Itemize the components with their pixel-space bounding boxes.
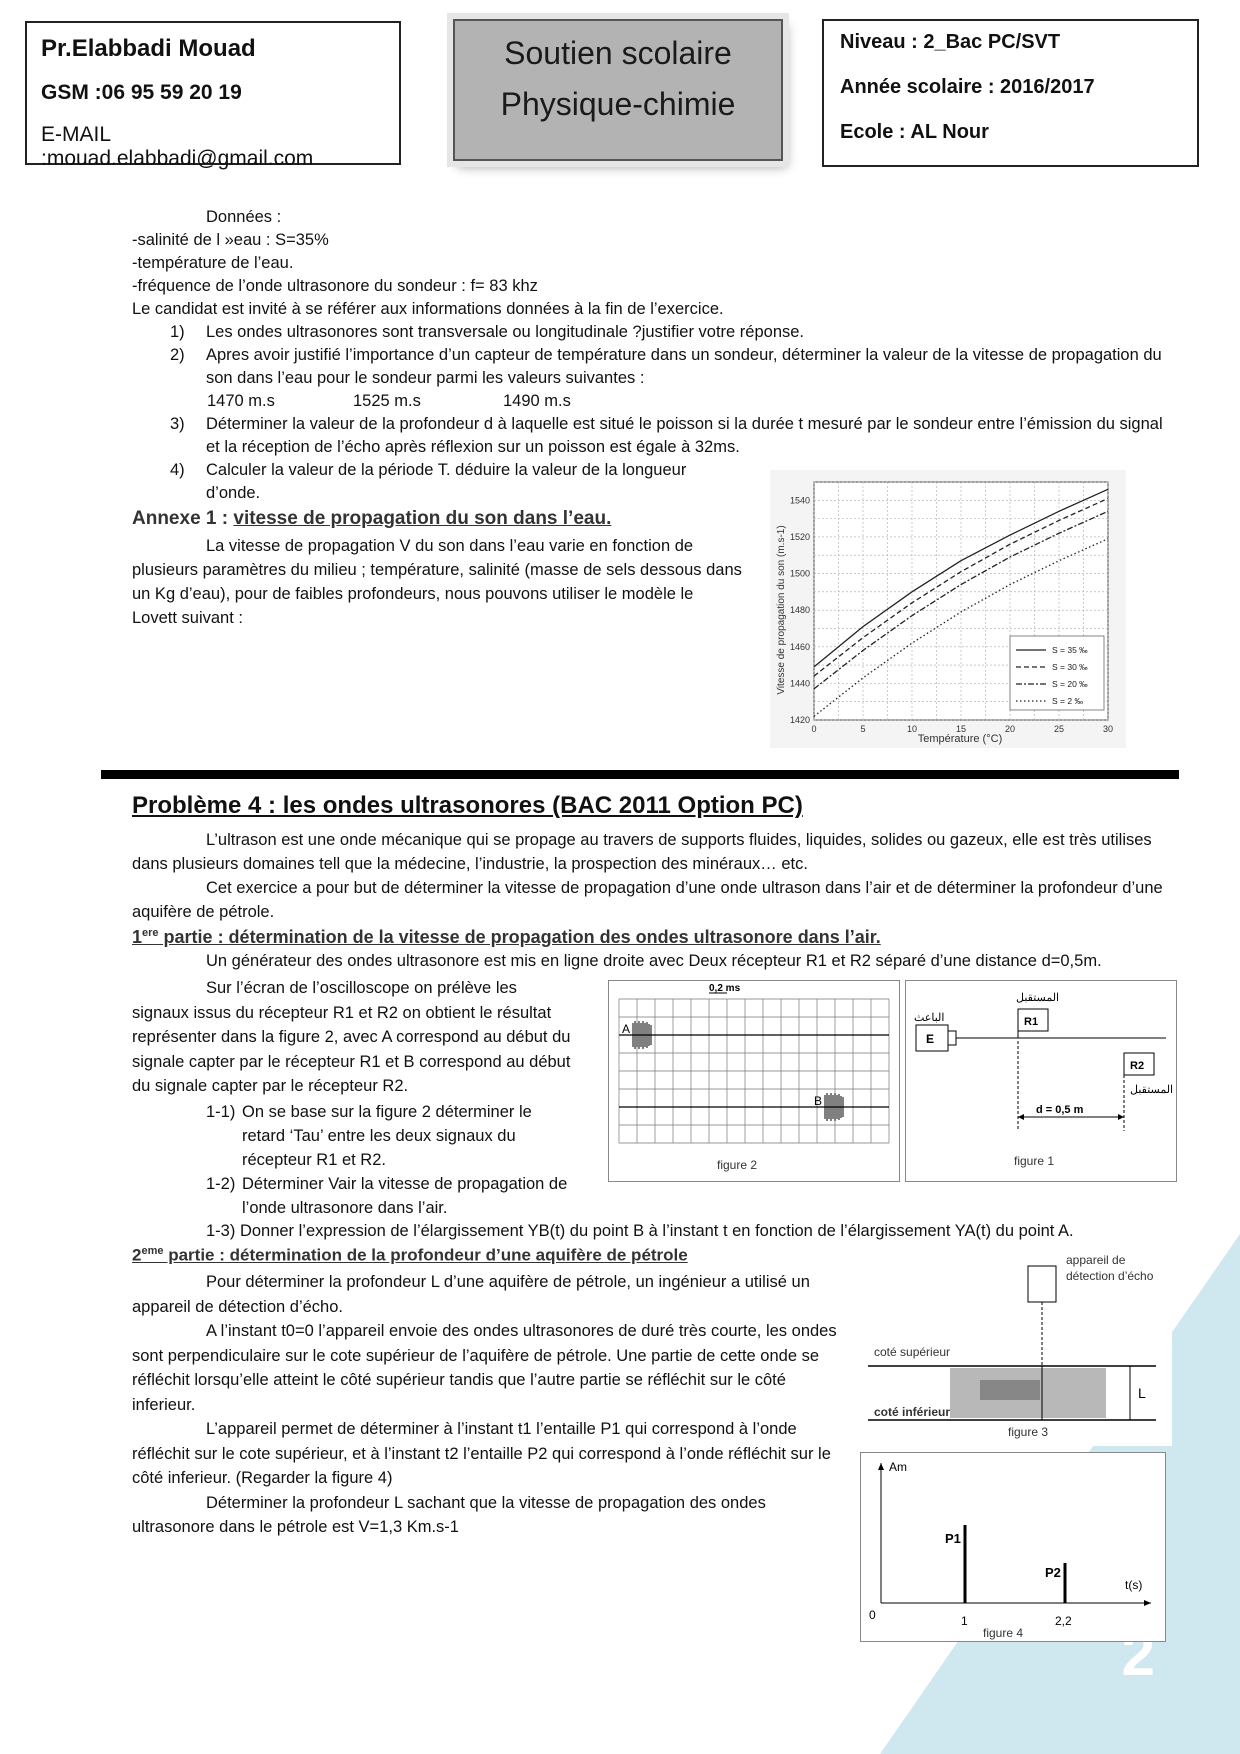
x-tick-label: 0 bbox=[811, 724, 817, 734]
x-tick-label: 10 bbox=[906, 724, 918, 734]
author-email: E-MAIL :mouad.elabbadi@gmail.com bbox=[41, 123, 314, 170]
p2-label: P2 bbox=[1045, 1565, 1061, 1580]
top-side-label: coté supérieur bbox=[874, 1345, 951, 1359]
t1-label: 1 bbox=[961, 1614, 968, 1628]
question-1-1: 1-1) On se base sur la figure 2 déterminer le retard ‘Tau’ entre les deux signaux du récepteur R1 et R2. bbox=[206, 1103, 532, 1169]
chart-xlabel: Température (°C) bbox=[917, 733, 1003, 745]
y-tick-label: 1460 bbox=[789, 641, 810, 652]
title-box bbox=[453, 19, 783, 161]
figure-2-oscilloscope bbox=[608, 980, 900, 1182]
distance-label: d = 0,5 m bbox=[1036, 1104, 1084, 1116]
page-number: 2 bbox=[1121, 1621, 1155, 1688]
bottom-side-label: coté inférieur bbox=[874, 1405, 951, 1419]
t2-label: 2,2 bbox=[1055, 1614, 1072, 1628]
chart-ylabel: Vitesse de propagation du son (m.s-1) bbox=[776, 525, 787, 695]
level: Niveau : 2_Bac PC/SVT bbox=[840, 31, 1061, 53]
y-tick-label: 1420 bbox=[789, 715, 810, 725]
question-2: 2) Apres avoir justifié l’importance d’un capteur de température dans un sondeur, déterminer la valeur de la vitesse de propagation du son dans l’eau pour le sondeur parmi les valeurs suivantes : bbox=[170, 346, 1162, 387]
figure-4-echoes bbox=[860, 1452, 1166, 1642]
figure-3-aquifer bbox=[860, 1250, 1180, 1446]
x-tick-label: 25 bbox=[1053, 724, 1065, 734]
oscilloscope-text: Sur l’écran de l’oscilloscope on prélève les signaux issus du récepteur R1 et R2 on obtient le résultat représenter dans la figure 2, avec A correspond au début du signale capter par le récepteur R1 et B correspond au début du signale capter par le récepteur R2. bbox=[132, 979, 571, 1095]
intro-line: Le candidat est invité à se référer aux informations données à la fin de l’exercice. bbox=[132, 300, 724, 318]
y-tick-label: 1440 bbox=[789, 678, 810, 689]
x-tick-label: 20 bbox=[1004, 724, 1016, 734]
y-tick-label: 1520 bbox=[789, 531, 810, 542]
annexe-text: La vitesse de propagation V du son dans l’eau varie en fonction de plusieurs paramètres du milieu ; température, salinité (masse de sels dessous dans un Kg d’eau), pour de faibles profondeurs, nous pouvons utiliser le modèle le Lovett suivant : bbox=[132, 537, 742, 627]
school-year: Année scolaire : 2016/2017 bbox=[840, 76, 1095, 98]
label-a: A bbox=[622, 1022, 631, 1036]
figure-2-caption: figure 2 bbox=[717, 1158, 758, 1172]
part2-title: 2eme partie : détermination de la profondeur d’une aquifère de pétrole bbox=[132, 1245, 688, 1265]
part2-paragraph-3: L’appareil permet de déterminer à l’instant t1 l’entaille P1 qui correspond à l’onde réfléchit sur le cote supérieur, et à l’instant t2 l’entaille P2 qui correspond à l’onde réfléchit sur le côté inferieur. (Regarder la figure 4) bbox=[132, 1420, 831, 1487]
section-separator bbox=[101, 770, 1179, 779]
figure-4-caption: figure 4 bbox=[983, 1626, 1024, 1640]
school: Ecole : AL Nour bbox=[840, 121, 989, 143]
legend-label: S = 35 ‰ bbox=[1052, 645, 1088, 655]
questions-part1 bbox=[206, 1100, 576, 1220]
question-1-2: 1-2) Déterminer Vair la vitesse de propagation de l’onde ultrasonore dans l’air. bbox=[206, 1175, 568, 1217]
question-1-3: 1-3) Donner l’expression de l’élargissement YB(t) du point B à l’instant t en fonction de l’élargissement YA(t) du point A. bbox=[206, 1222, 1074, 1240]
author-phone: GSM :06 95 59 20 19 bbox=[41, 81, 242, 104]
emitter-label: E bbox=[926, 1032, 935, 1046]
time-axis-label: t(s) bbox=[1125, 1578, 1143, 1592]
label-b: B bbox=[814, 1094, 823, 1108]
problem-title: Problème 4 : les ondes ultrasonores (BAC 2011 Option PC) bbox=[132, 792, 803, 819]
data-salinity: -salinité de l »eau : S=35% bbox=[132, 231, 329, 249]
data-temperature: -température de l’eau. bbox=[132, 254, 294, 272]
question-3: 3) Déterminer la valeur de la profondeur d à laquelle est situé le poisson si la durée t mesuré par le sondeur entre l’émission du signal et la réception de l’écho après réflexion sur un poisson est égale à 32ms. bbox=[170, 415, 1163, 456]
thickness-label: L bbox=[1138, 1385, 1146, 1401]
generator-line: Un générateur des ondes ultrasonore est mis en ligne droite avec Deux récepteur R1 et R2 séparé d’une distance d=0,5m. bbox=[206, 952, 1102, 970]
x-tick-label: 5 bbox=[860, 724, 866, 734]
amplitude-axis-label: Am bbox=[889, 1460, 907, 1474]
figure-1-caption: figure 1 bbox=[1014, 1154, 1055, 1168]
x-tick-label: 30 bbox=[1102, 724, 1114, 734]
speed-options: 1470 m.s 1525 m.s 1490 m.s bbox=[207, 392, 571, 410]
part2-text bbox=[132, 1270, 842, 1540]
legend-label: S = 2 ‰ bbox=[1052, 696, 1083, 706]
receiver-2-arabic: المستقبل bbox=[1130, 1084, 1174, 1096]
part2-paragraph-2: A l’instant t0=0 l’appareil envoie des ondes ultrasonores de duré très courte, les ondes sont perpendiculaire sur le cote supérieur de l’aquifère de pétrole. Une partie de cette onde se réfléchit lorsqu’elle atteint le côté supérieur tandis que l’autre partie se réfléchit sur le côté inferieur. bbox=[132, 1322, 837, 1414]
receiver-1-arabic: المستقبل bbox=[1016, 992, 1060, 1004]
class-info-box bbox=[822, 19, 1199, 167]
origin-label: 0 bbox=[869, 1608, 876, 1622]
problem-paragraph-2: Cet exercice a pour but de déterminer la vitesse de propagation d’une onde ultrason dans l’air et de déterminer la profondeur d’une aquifère de pétrole. bbox=[132, 879, 1163, 921]
y-tick-label: 1480 bbox=[789, 605, 810, 616]
device-label-1: appareil de bbox=[1066, 1253, 1126, 1267]
legend-label: S = 20 ‰ bbox=[1052, 679, 1088, 689]
p1-label: P1 bbox=[945, 1531, 961, 1546]
data-frequency: -fréquence de l’onde ultrasonore du sondeur : f= 83 khz bbox=[132, 277, 538, 295]
y-tick-label: 1540 bbox=[789, 495, 810, 506]
annexe-heading: Annexe 1 : vitesse de propagation du son dans l’eau. bbox=[132, 508, 612, 529]
figure-1-setup bbox=[905, 980, 1177, 1182]
part1-title: 1ere partie : détermination de la vitesse de propagation des ondes ultrasonore dans l’air. bbox=[132, 927, 881, 947]
question-4: 4) Calculer la valeur de la période T. déduire la valeur de la longueur d’onde. bbox=[170, 461, 687, 502]
question-1: 1) Les ondes ultrasonores sont transversale ou longitudinale ?justifier votre réponse. bbox=[170, 323, 805, 341]
part2-paragraph-4: Déterminer la profondeur L sachant que la vitesse de propagation des ondes ultrasonore dans le pétrole est V=1,3 Km.s-1 bbox=[132, 1493, 766, 1536]
device-label-2: détection d’écho bbox=[1066, 1269, 1154, 1283]
author-box bbox=[25, 21, 401, 170]
legend-label: S = 30 ‰ bbox=[1052, 662, 1088, 672]
title-line-2: Physique-chimie bbox=[500, 86, 736, 122]
part2-paragraph-1: Pour déterminer la profondeur L d’une aquifère de pétrole, un ingénieur a utilisé un appareil de détection d’écho. bbox=[132, 1273, 810, 1316]
exercise-part bbox=[132, 206, 1172, 505]
figure-3-caption: figure 3 bbox=[1008, 1425, 1049, 1439]
y-tick-label: 1500 bbox=[789, 568, 810, 579]
data-heading: Données : bbox=[206, 208, 282, 226]
author-name: Pr.Elabbadi Mouad bbox=[41, 35, 256, 62]
problem-paragraph-1: L’ultrason est une onde mécanique qui se propage au travers de supports fluides, liquides, solides ou gazeux, elle est très utilises dans plusieurs domaines tell que la médecine, l’industrie, la prospection des minéraux… etc. bbox=[132, 831, 1152, 873]
title-line-1: Soutien scolaire bbox=[504, 35, 732, 71]
speed-temperature-chart bbox=[770, 470, 1126, 748]
r2-label: R2 bbox=[1130, 1060, 1145, 1072]
emitter-arabic: الباعث bbox=[914, 1012, 945, 1024]
x-tick-label: 15 bbox=[955, 724, 967, 734]
r1-label: R1 bbox=[1024, 1016, 1039, 1028]
time-scale-label: 0,2 ms bbox=[709, 983, 741, 994]
problem-intro bbox=[132, 828, 1172, 924]
